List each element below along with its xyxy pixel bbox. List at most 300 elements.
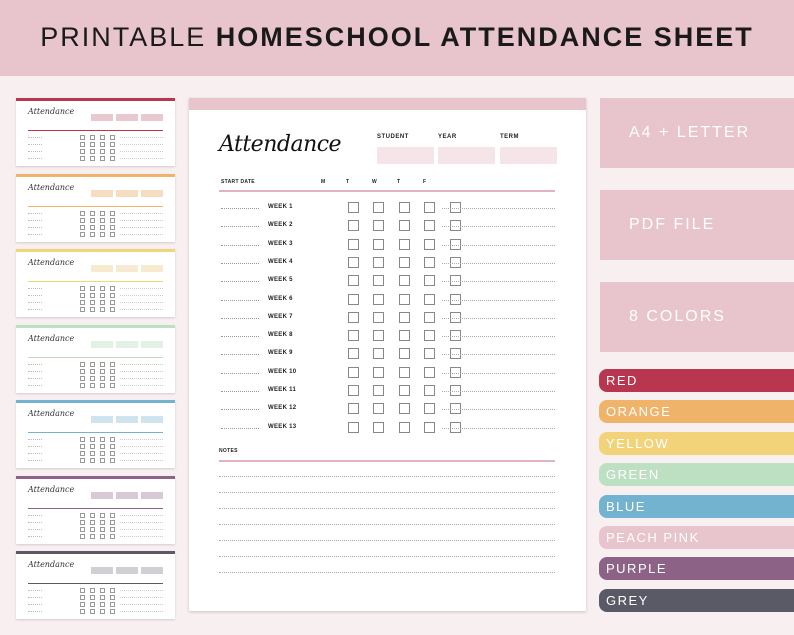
thumbnail-checkbox (80, 458, 85, 463)
thumbnail-checkbox (90, 383, 95, 388)
thumbnail-date-line (28, 536, 42, 537)
attendance-checkbox[interactable] (348, 257, 359, 268)
attendance-checkbox[interactable] (424, 239, 435, 250)
attendance-checkbox[interactable] (373, 312, 384, 323)
thumbnail-checkbox (80, 534, 85, 539)
thumbnail-date-line (28, 522, 42, 523)
thumbnail-checkbox (100, 444, 105, 449)
week-row (219, 220, 555, 232)
remarks-line[interactable] (442, 208, 555, 209)
thumbnail-remarks-line (120, 213, 163, 214)
attendance-checkbox[interactable] (373, 220, 384, 231)
week-label: WEEK 3 (268, 240, 293, 247)
thumbnail-field (91, 567, 113, 574)
term-field[interactable] (500, 147, 557, 164)
thumbnail-checkbox (90, 527, 95, 532)
thumbnail-checkbox (110, 218, 115, 223)
thumbnail-checkbox (90, 225, 95, 230)
date-line[interactable] (221, 409, 259, 410)
attendance-checkbox[interactable] (424, 330, 435, 341)
thumbnail-date-line (28, 213, 42, 214)
format-card (600, 98, 794, 168)
thumbnail-remarks-line (120, 378, 163, 379)
thumbnail-checkbox (100, 232, 105, 237)
thumbnail-remarks-line (120, 460, 163, 461)
thumbnail-date-line (28, 234, 42, 235)
thumbnail-title: Attendance (28, 333, 75, 343)
attendance-checkbox[interactable] (348, 239, 359, 250)
thumbnail-checkbox (100, 513, 105, 518)
thumbnail-divider (28, 583, 163, 584)
term-label: TERM (500, 134, 519, 140)
thumbnail-remarks-line (120, 453, 163, 454)
thumbnail-title: Attendance (28, 107, 75, 116)
attendance-checkbox[interactable] (373, 403, 384, 414)
notes-line[interactable] (219, 540, 555, 541)
thumbnail-divider (28, 206, 163, 207)
thumbnail-row (28, 300, 163, 304)
thumbnail-checkbox (110, 293, 115, 298)
thumbnail-remarks-line (120, 144, 163, 145)
attendance-checkbox[interactable] (348, 367, 359, 378)
thumbnail-field (141, 114, 163, 121)
thumbnail-checkbox (110, 602, 115, 607)
colors-count-text: 8 COLORS (629, 308, 726, 325)
thumbnail-checkbox (110, 286, 115, 291)
thumbnail-date-line (28, 611, 42, 612)
remarks-line[interactable] (442, 226, 555, 227)
thumbnail-field (116, 567, 138, 574)
day-header: M (321, 179, 326, 185)
color-swatch[interactable] (599, 463, 794, 486)
thumbnail-title: Attendance (28, 258, 75, 267)
thumbnail-checkbox (80, 218, 85, 223)
thumbnail-remarks-line (120, 590, 163, 591)
attendance-checkbox[interactable] (399, 403, 410, 414)
thumbnail-row (28, 307, 163, 311)
attendance-checkbox[interactable] (424, 275, 435, 286)
thumbnail-divider (28, 357, 163, 358)
thumbnail-checkbox (100, 534, 105, 539)
attendance-checkbox[interactable] (373, 239, 384, 250)
attendance-checkbox[interactable] (348, 403, 359, 414)
thumbnail-date-line (28, 385, 42, 386)
thumbnail-checkbox (90, 300, 95, 305)
attendance-checkbox[interactable] (348, 385, 359, 396)
thumbnail-checkbox (100, 135, 105, 140)
notes-line[interactable] (219, 524, 555, 525)
remarks-line[interactable] (442, 373, 555, 374)
thumbnail-checkbox (100, 369, 105, 374)
thumbnail-checkbox (80, 520, 85, 525)
date-line[interactable] (221, 354, 259, 355)
thumbnail-checkbox (90, 211, 95, 216)
thumbnail-checkbox (90, 520, 95, 525)
color-swatch-label: RED (606, 373, 638, 388)
week-row (219, 403, 555, 415)
thumbnail-checkbox (110, 437, 115, 442)
attendance-checkbox[interactable] (373, 294, 384, 305)
attendance-checkbox[interactable] (348, 294, 359, 305)
thumbnail-preview (16, 325, 175, 393)
day-header: F (423, 179, 427, 185)
color-swatch[interactable] (599, 557, 794, 580)
thumbnail-checkbox (110, 156, 115, 161)
notes-line[interactable] (219, 556, 555, 557)
thumbnail-checkbox (100, 588, 105, 593)
notes-line[interactable] (219, 508, 555, 509)
week-row (219, 422, 555, 434)
thumbnail-date-line (28, 151, 42, 152)
attendance-checkbox[interactable] (373, 330, 384, 341)
thumbnail-date-line (28, 446, 42, 447)
thumbnail-row (28, 149, 163, 153)
date-line[interactable] (221, 300, 259, 301)
thumbnail-date-line (28, 439, 42, 440)
thumbnail-checkbox (90, 135, 95, 140)
thumbnail-checkbox (100, 437, 105, 442)
thumbnail-field (91, 114, 113, 121)
thumbnail-checkbox (80, 609, 85, 614)
thumbnail-date-line (28, 158, 42, 159)
color-swatch[interactable] (599, 589, 794, 612)
thumbnail-row (28, 513, 163, 517)
thumbnail-checkbox (100, 609, 105, 614)
thumbnail-date-line (28, 604, 42, 605)
attendance-checkbox[interactable] (348, 348, 359, 359)
thumbnail-title: Attendance (28, 182, 75, 192)
thumbnail-checkbox (90, 588, 95, 593)
thumbnail-checkbox (80, 307, 85, 312)
color-swatch-label: GREEN (606, 467, 660, 483)
thumbnail-remarks-line (120, 151, 163, 152)
remarks-line[interactable] (442, 263, 555, 264)
thumbnail-checkbox (110, 300, 115, 305)
attendance-checkbox[interactable] (424, 348, 435, 359)
day-header: T (397, 179, 401, 185)
week-row (219, 294, 555, 306)
week-row (219, 275, 555, 287)
attendance-checkbox[interactable] (399, 367, 410, 378)
thumbnail-remarks-line (120, 439, 163, 440)
attendance-checkbox[interactable] (424, 385, 435, 396)
thumbnail-row (28, 437, 163, 441)
thumbnail-checkbox (110, 451, 115, 456)
thumbnail-field (116, 416, 138, 423)
attendance-checkbox[interactable] (399, 202, 410, 213)
notes-line[interactable] (219, 476, 555, 477)
attendance-checkbox[interactable] (424, 202, 435, 213)
date-line[interactable] (221, 263, 259, 264)
attendance-checkbox[interactable] (348, 202, 359, 213)
sheet-top-bar (189, 98, 586, 110)
thumbnail-checkbox (100, 458, 105, 463)
attendance-checkbox[interactable] (399, 239, 410, 250)
date-line[interactable] (221, 208, 259, 209)
thumbnail-remarks-line (120, 137, 163, 138)
attendance-checkbox[interactable] (348, 312, 359, 323)
thumbnail-checkbox (110, 369, 115, 374)
date-line[interactable] (221, 226, 259, 227)
thumbnail-checkbox (80, 595, 85, 600)
thumbnail-checkbox (80, 286, 85, 291)
thumbnail-divider (28, 508, 163, 509)
thumbnail-checkbox (90, 458, 95, 463)
week-label: WEEK 2 (268, 222, 293, 229)
thumbnail-title: Attendance (28, 409, 75, 418)
thumbnail-checkbox (90, 142, 95, 147)
remarks-line[interactable] (442, 336, 555, 337)
thumbnail-checkbox (100, 362, 105, 367)
thumbnail-checkbox (90, 513, 95, 518)
thumbnail-checkbox (90, 149, 95, 154)
student-label: STUDENT (377, 134, 409, 140)
thumbnail-checkbox (110, 383, 115, 388)
date-line[interactable] (221, 318, 259, 319)
thumbnail-field (141, 190, 163, 197)
color-swatch-label: ORANGE (606, 404, 672, 420)
week-row (219, 202, 555, 214)
thumbnail-checkbox (110, 149, 115, 154)
attendance-checkbox[interactable] (373, 422, 384, 433)
thumbnail-checkbox (90, 534, 95, 539)
attendance-checkbox[interactable] (424, 312, 435, 323)
attendance-checkbox[interactable] (348, 220, 359, 231)
thumbnail-checkbox (100, 376, 105, 381)
attendance-checkbox[interactable] (373, 275, 384, 286)
thumbnail-checkbox (100, 451, 105, 456)
thumbnail-row (28, 520, 163, 524)
thumbnail-checkbox (110, 135, 115, 140)
remarks-line[interactable] (442, 300, 555, 301)
thumbnail-checkbox (90, 232, 95, 237)
color-swatch[interactable] (599, 432, 794, 455)
week-row (219, 330, 555, 342)
year-field[interactable] (438, 147, 495, 164)
thumbnail-preview (16, 174, 175, 242)
thumbnail-checkbox (100, 602, 105, 607)
date-line[interactable] (221, 336, 259, 337)
week-row (219, 348, 555, 360)
color-swatch[interactable] (599, 400, 794, 423)
thumbnail-top-bar (16, 551, 175, 554)
thumbnail-row (28, 458, 163, 462)
thumbnail-date-line (28, 288, 42, 289)
thumbnail-field (116, 190, 138, 197)
thumbnail-checkbox (90, 369, 95, 374)
remarks-line[interactable] (442, 354, 555, 355)
color-swatch[interactable] (599, 526, 794, 549)
thumbnail-field (116, 114, 138, 121)
attendance-checkbox[interactable] (348, 275, 359, 286)
thumbnail-preview (16, 98, 175, 166)
thumbnail-checkbox (80, 232, 85, 237)
attendance-checkbox[interactable] (399, 385, 410, 396)
attendance-checkbox[interactable] (373, 257, 384, 268)
thumbnail-remarks-line (120, 309, 163, 310)
thumbnail-checkbox (110, 444, 115, 449)
thumbnail-date-line (28, 220, 42, 221)
file-text: PDF FILE (629, 216, 716, 233)
thumbnail-checkbox (110, 595, 115, 600)
week-row (219, 367, 555, 379)
thumbnail-row (28, 286, 163, 290)
color-swatch-label: GREY (606, 592, 649, 608)
date-line[interactable] (221, 428, 259, 429)
thumbnail-row (28, 609, 163, 613)
thumbnail-field (141, 567, 163, 574)
thumbnail-field (141, 492, 163, 499)
thumbnail-checkbox (80, 602, 85, 607)
thumbnail-remarks-line (120, 371, 163, 372)
color-swatch-label: PEACH PINK (606, 530, 700, 545)
thumbnail-divider (28, 130, 163, 131)
thumbnail-remarks-line (120, 288, 163, 289)
thumbnail-row (28, 376, 163, 380)
thumbnail-checkbox (80, 211, 85, 216)
thumbnail-date-line (28, 453, 42, 454)
thumbnail-checkbox (80, 225, 85, 230)
thumbnail-field (91, 190, 113, 197)
thumbnail-checkbox (100, 225, 105, 230)
attendance-checkbox[interactable] (373, 367, 384, 378)
attendance-checkbox[interactable] (399, 348, 410, 359)
attendance-checkbox[interactable] (424, 220, 435, 231)
thumbnail-row (28, 527, 163, 531)
remarks-line[interactable] (442, 409, 555, 410)
date-line[interactable] (221, 245, 259, 246)
attendance-checkbox[interactable] (348, 330, 359, 341)
color-swatch-label: BLUE (606, 498, 646, 514)
thumbnail-checkbox (110, 458, 115, 463)
week-label: WEEK 11 (268, 387, 297, 393)
student-field[interactable] (377, 147, 434, 164)
notes-line[interactable] (219, 572, 555, 573)
week-label: WEEK 12 (268, 405, 297, 412)
attendance-checkbox[interactable] (399, 257, 410, 268)
thumbnail-remarks-line (120, 220, 163, 221)
banner-title-bold: HOMESCHOOL ATTENDANCE SHEET (215, 22, 754, 52)
thumbnail-checkbox (100, 156, 105, 161)
thumbnail-title: Attendance (28, 484, 75, 494)
thumbnail-top-bar (16, 476, 175, 479)
notes-line[interactable] (219, 492, 555, 493)
thumbnail-preview (16, 400, 175, 468)
thumbnail-field (141, 341, 163, 348)
thumbnail-field (141, 416, 163, 423)
thumbnail-checkbox (100, 211, 105, 216)
attendance-sheet (189, 98, 586, 611)
thumbnail-checkbox (80, 156, 85, 161)
thumbnail-top-bar (16, 98, 175, 101)
remarks-line[interactable] (442, 318, 555, 319)
color-swatch[interactable] (599, 495, 794, 518)
thumbnail-date-line (28, 597, 42, 598)
thumbnail-checkbox (100, 286, 105, 291)
thumbnail-checkbox (110, 211, 115, 216)
thumbnail-checkbox (90, 218, 95, 223)
day-header: T (346, 179, 350, 185)
attendance-checkbox[interactable] (399, 330, 410, 341)
year-label: YEAR (438, 134, 457, 140)
thumbnail-top-bar (16, 400, 175, 403)
thumbnail-checkbox (80, 376, 85, 381)
thumbnail-field (141, 265, 163, 272)
thumbnail-checkbox (80, 293, 85, 298)
attendance-checkbox[interactable] (399, 275, 410, 286)
thumbnail-checkbox (100, 142, 105, 147)
color-swatch-label: PURPLE (606, 561, 668, 577)
attendance-checkbox[interactable] (424, 367, 435, 378)
thumbnail-date-line (28, 144, 42, 145)
thumbnail-checkbox (90, 362, 95, 367)
thumbnail-remarks-line (120, 364, 163, 365)
attendance-checkbox[interactable] (424, 403, 435, 414)
thumbnail-field (91, 492, 113, 499)
thumbnail-checkbox (90, 293, 95, 298)
attendance-checkbox[interactable] (399, 294, 410, 305)
attendance-checkbox[interactable] (399, 312, 410, 323)
attendance-checkbox[interactable] (373, 202, 384, 213)
thumbnail-remarks-line (120, 234, 163, 235)
thumbnail-checkbox (90, 444, 95, 449)
color-swatch-label: YELLOW (606, 435, 670, 451)
thumbnail-row (28, 293, 163, 297)
thumbnail-remarks-line (120, 536, 163, 537)
thumbnail-remarks-line (120, 611, 163, 612)
thumbnail-date-line (28, 309, 42, 310)
date-line[interactable] (221, 281, 259, 282)
thumbnail-checkbox (110, 609, 115, 614)
file-card (600, 190, 794, 260)
thumbnail-remarks-line (120, 158, 163, 159)
remarks-line[interactable] (442, 391, 555, 392)
date-line[interactable] (221, 391, 259, 392)
color-swatch[interactable] (599, 369, 794, 392)
thumbnail-row (28, 369, 163, 373)
attendance-checkbox[interactable] (399, 220, 410, 231)
thumbnail-checkbox (80, 383, 85, 388)
thumbnail-checkbox (80, 149, 85, 154)
remarks-line[interactable] (442, 245, 555, 246)
thumbnail-checkbox (110, 513, 115, 518)
thumbnail-checkbox (90, 609, 95, 614)
notes-label: NOTES (219, 448, 238, 454)
attendance-checkbox[interactable] (348, 422, 359, 433)
attendance-checkbox[interactable] (373, 348, 384, 359)
remarks-line[interactable] (442, 281, 555, 282)
remarks-line[interactable] (442, 428, 555, 429)
thumbnail-date-line (28, 590, 42, 591)
date-line[interactable] (221, 373, 259, 374)
thumbnail-remarks-line (120, 446, 163, 447)
thumbnail-checkbox (80, 444, 85, 449)
attendance-checkbox[interactable] (424, 294, 435, 305)
week-label: WEEK 4 (268, 258, 293, 265)
thumbnail-divider (28, 432, 163, 433)
thumbnail-row (28, 451, 163, 455)
thumbnail-remarks-line (120, 515, 163, 516)
day-header: W (372, 179, 378, 185)
week-row (219, 385, 555, 397)
thumbnail-row (28, 383, 163, 387)
attendance-checkbox[interactable] (424, 422, 435, 433)
thumbnail-checkbox (80, 451, 85, 456)
attendance-checkbox[interactable] (373, 385, 384, 396)
attendance-checkbox[interactable] (399, 422, 410, 433)
attendance-checkbox[interactable] (424, 257, 435, 268)
thumbnail-checkbox (80, 513, 85, 518)
